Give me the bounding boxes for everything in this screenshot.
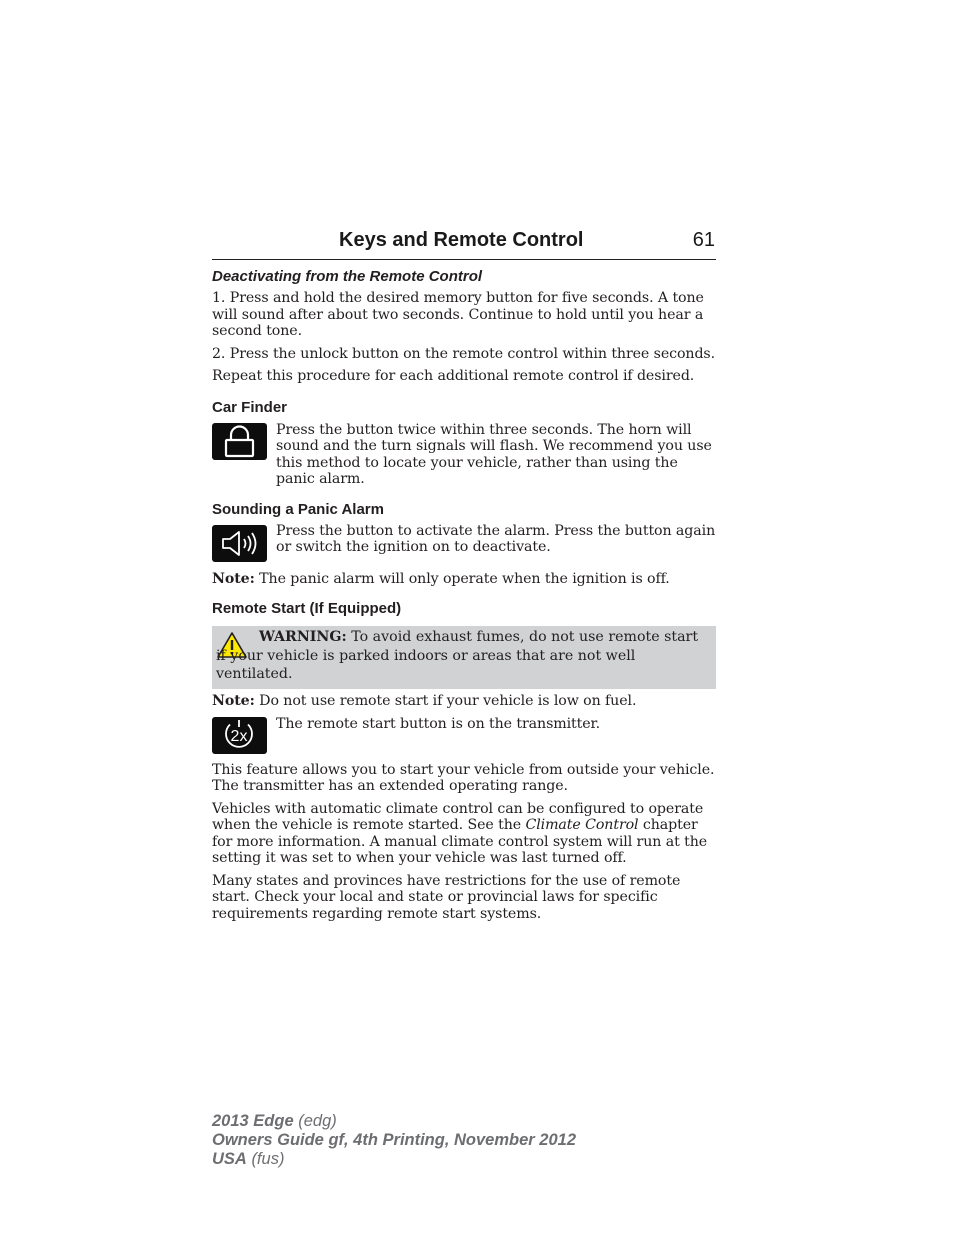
remote-start-icon-text: The remote start button is on the transmitter. [276,715,601,732]
page-footer [212,1112,576,1169]
footer-market: USA [212,1150,247,1168]
fuel-note [212,693,716,710]
page-content [212,266,716,922]
remote-start-icon-label: 2x [230,727,248,745]
step-2-text: 2. Press the unlock button on the remote control within three seconds. [212,345,716,362]
section-heading-car-finder: Car Finder [212,398,288,416]
page-number: 61 [692,229,715,251]
repeat-text: Repeat this procedure for each additional remote control if desired. [212,368,695,384]
section-heading-deactivating: Deactivating from the Remote Control [212,268,483,285]
footer-model: 2013 Edge [212,1112,294,1130]
remote-start-2x-icon [212,717,267,754]
warning-box [212,626,716,689]
car-finder-text: Press the button twice within three seconds. The horn will sound and the turn signals will flash. We recommend you use this method to locate your vehicle, rather than using the panic alarm. [276,421,712,487]
lock-icon [212,423,267,460]
remote-start-row [212,716,716,756]
step-1-text: 1. Press and hold the desired memory button for five seconds. A tone will sound after about two seconds. Continue to hold until you hear a second tone. [212,290,704,339]
speaker-icon [212,525,267,562]
warning-text-block [216,628,710,684]
section-heading-remote-start: Remote Start (If Equipped) [212,600,402,617]
footer-line-3 [212,1150,576,1169]
climate-control-ref: Climate Control [525,817,639,833]
footer-line-2: Owners Guide gf, 4th Printing, November 2012 [212,1131,576,1149]
car-finder-row [212,422,716,488]
footer-market-code: (fus) [251,1150,285,1168]
p2-after: chapter for more information. A manual climate control system will run at the setting it was set to when your vehicle was last turned off. [212,817,708,866]
chapter-title: Keys and Remote Control [339,229,584,251]
note-label: Note: [212,693,255,709]
warning-label: WARNING: [259,629,347,645]
panic-row [212,523,716,561]
footer-line-1 [212,1112,576,1131]
remote-start-para-1: This feature allows you to start your vehicle from outside your vehicle. The transmitter has an extended operating range. [212,761,715,794]
p2-before: Vehicles with automatic climate control can be configured to operate when the vehicle is remote started. See the [212,800,704,833]
remote-start-para-2 [212,801,716,867]
note-text: Do not use remote start if your vehicle is low on fuel. [259,693,637,709]
footer-model-code: (edg) [298,1112,337,1130]
section-heading-panic: Sounding a Panic Alarm [212,500,384,518]
note-text: The panic alarm will only operate when the ignition is off. [259,570,670,587]
panic-text: Press the button to activate the alarm. Press the button again or switch the ignition on to deactivate. [276,522,716,555]
remote-start-para-3: Many states and provinces have restrictions for the use of remote start. Check your local and state or provincial laws for specific requirements regarding remote start systems. [212,872,681,922]
page-header [212,229,716,260]
note-label: Note: [212,570,255,587]
warning-text: To avoid exhaust fumes, do not use remote start if your vehicle is parked indoors or areas that are not well ventilated. [216,629,699,682]
panic-note [212,571,716,588]
